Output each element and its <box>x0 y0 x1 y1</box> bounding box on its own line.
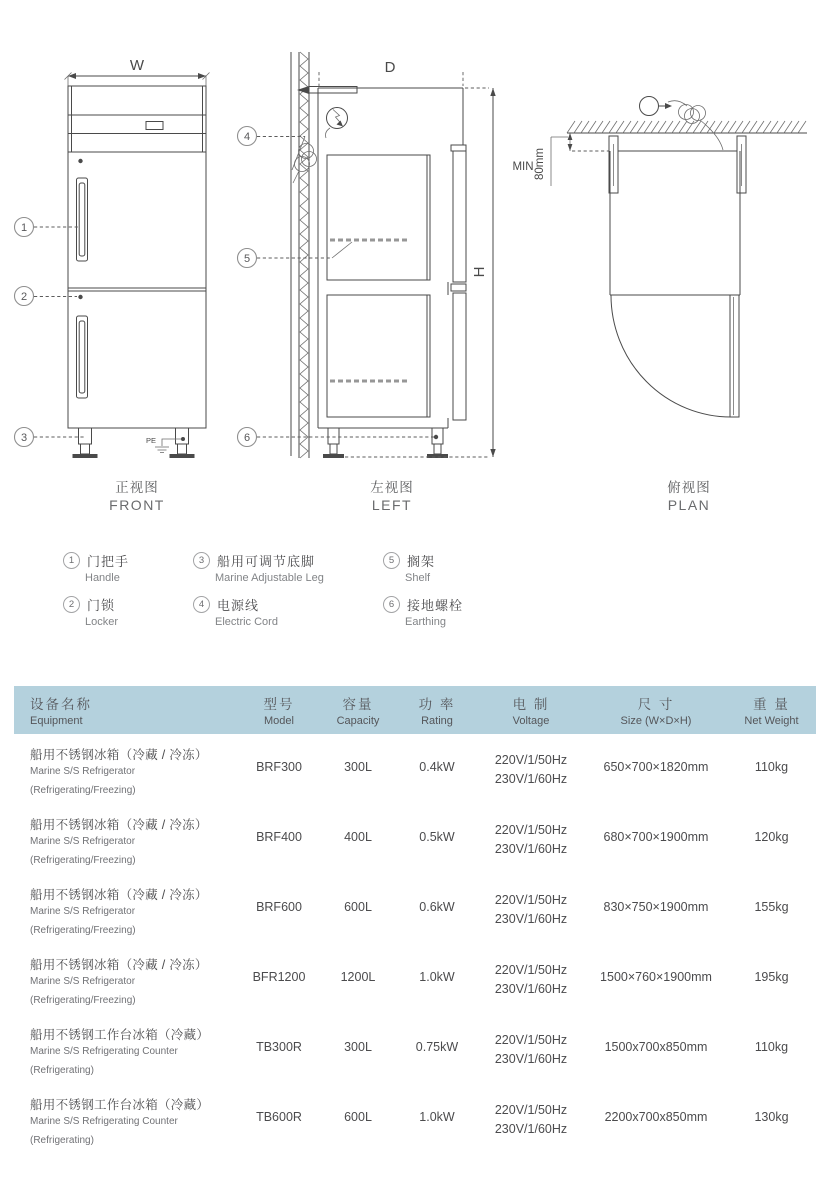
equipment-name-en: Marine S/S Refrigerator <box>30 836 136 847</box>
weight-cell: 120kg <box>754 830 789 844</box>
voltage-cell <box>477 878 585 929</box>
door-swing <box>611 295 739 417</box>
legend-item-handle <box>63 551 129 584</box>
model-cell: BRF600 <box>256 900 302 914</box>
capacity-cell: 400L <box>344 830 372 844</box>
door-swing-arc <box>611 295 731 417</box>
legend-number-3: 3 <box>193 552 210 569</box>
size-cell: 1500×760×1900mm <box>600 970 712 984</box>
header-model <box>239 693 319 727</box>
legend-cn-shelf: 搁架 <box>407 554 436 569</box>
header-capacity <box>319 693 397 727</box>
open-door <box>730 295 739 417</box>
legend-en-electric-cord: Electric Cord <box>215 616 278 628</box>
capacity-cell: 1200L <box>340 970 376 984</box>
depth-dimension <box>319 59 463 87</box>
legend-column-1 <box>63 551 129 639</box>
voltage-line-1: 220V/1/50Hz <box>494 963 568 977</box>
header-voltage <box>477 693 585 727</box>
header-model-en: Model <box>264 715 294 727</box>
callout-3-marker <box>15 428 85 447</box>
voltage-cell <box>477 808 585 859</box>
weight-cell: 110kg <box>754 760 789 774</box>
table-row-brf300 <box>14 738 816 808</box>
equipment-name-sub: (Refrigerating/Freezing) <box>30 925 136 936</box>
callout-1-marker <box>15 218 80 237</box>
depth-dim-label: D <box>384 59 396 76</box>
legend-column-2 <box>193 551 324 639</box>
plan-plug-icon <box>640 97 688 116</box>
weight-cell: 155kg <box>754 900 789 914</box>
equipment-name-en: Marine S/S Refrigerator <box>30 906 136 917</box>
voltage-cell <box>477 738 585 789</box>
voltage-line-1: 220V/1/50Hz <box>494 1103 568 1117</box>
legend-item-locker <box>63 595 129 628</box>
equipment-name-cn: 船用不锈钢冰箱（冷藏 / 冷冻） <box>30 958 208 972</box>
equipment-name-cn: 船用不锈钢冰箱（冷藏 / 冷冻） <box>30 818 208 832</box>
plan-view-title-cn: 俯视图 <box>667 480 711 495</box>
callout-4-marker <box>238 127 306 171</box>
control-panel-display <box>146 122 163 130</box>
power-cord-coil <box>293 144 317 184</box>
table-row-tb300r <box>14 1018 816 1088</box>
equipment-name-cn: 船用不锈钢冰箱（冷藏 / 冷冻） <box>30 888 208 902</box>
voltage-cell <box>477 948 585 999</box>
left-view-drawing <box>238 52 496 513</box>
voltage-cell <box>477 1018 585 1069</box>
model-cell: BFR1200 <box>252 970 306 984</box>
header-capacity-en: Capacity <box>336 715 380 727</box>
legend-cn-electric-cord: 电源线 <box>217 598 260 613</box>
table-row-brf400 <box>14 808 816 878</box>
header-size <box>585 693 727 727</box>
legend-number-6: 6 <box>383 596 400 613</box>
size-cell: 680×700×1900mm <box>603 830 709 844</box>
voltage-line-1: 220V/1/50Hz <box>494 1033 568 1047</box>
equipment-name-en: Marine S/S Refrigerating Counter <box>30 1046 178 1057</box>
header-weight-cn: 重 量 <box>753 697 790 712</box>
equipment-name-sub: (Refrigerating/Freezing) <box>30 785 136 796</box>
callout-3-number: 3 <box>20 432 28 444</box>
weight-cell: 110kg <box>754 1040 789 1054</box>
front-legs <box>73 428 195 458</box>
legend-item-electric-cord <box>193 595 324 628</box>
upper-door-handle <box>77 178 88 261</box>
voltage-line-1: 220V/1/50Hz <box>494 823 568 837</box>
wall-bracket <box>297 86 357 94</box>
equipment-name-en: Marine S/S Refrigerator <box>30 766 136 777</box>
rating-cell: 1.0kW <box>419 1110 455 1124</box>
pe-label: PE <box>145 436 156 445</box>
header-rating-en: Rating <box>421 715 453 727</box>
legend-en-shelf: Shelf <box>405 572 431 584</box>
capacity-cell: 600L <box>344 900 372 914</box>
front-cabinet <box>68 86 206 458</box>
legend-en-locker: Locker <box>85 616 119 628</box>
equipment-cell <box>14 878 239 936</box>
header-weight-en: Net Weight <box>744 715 799 727</box>
legend-item-shelf <box>383 551 463 584</box>
voltage-line-1: 220V/1/50Hz <box>494 753 568 767</box>
capacity-cell: 300L <box>344 760 372 774</box>
equipment-name-cn: 船用不锈钢工作台冰箱（冷藏） <box>30 1098 210 1112</box>
callout-6-number: 6 <box>243 432 251 444</box>
equipment-cell <box>14 948 239 1006</box>
voltage-line-2: 230V/1/60Hz <box>494 1121 568 1136</box>
front-view-title-cn: 正视图 <box>115 480 159 495</box>
legend-number-5: 5 <box>383 552 400 569</box>
rating-cell: 0.6kW <box>419 900 455 914</box>
size-cell: 650×700×1820mm <box>603 760 709 774</box>
header-rating-cn: 功 率 <box>418 697 456 712</box>
left-view-title-en: LEFT <box>371 497 413 513</box>
size-cell: 2200x700x850mm <box>604 1110 708 1124</box>
table-header <box>14 686 816 734</box>
plan-cabinet <box>609 136 746 295</box>
upper-door-side <box>453 151 466 282</box>
model-cell: TB600R <box>256 1110 302 1124</box>
rating-cell: 0.4kW <box>419 760 455 774</box>
wall-hatch <box>291 52 309 458</box>
legend-cn-locker: 门锁 <box>87 598 116 613</box>
rating-cell: 1.0kW <box>419 970 455 984</box>
header-rating <box>397 693 477 727</box>
equipment-name-sub: (Refrigerating) <box>30 1065 94 1076</box>
weight-cell: 130kg <box>754 1110 789 1124</box>
callout-1-number: 1 <box>20 222 28 234</box>
header-voltage-en: Voltage <box>512 715 550 727</box>
callout-4-number: 4 <box>243 131 251 143</box>
equipment-name-cn: 船用不锈钢冰箱（冷藏 / 冷冻） <box>30 748 208 762</box>
upper-door-lock <box>78 159 82 163</box>
left-view-title-cn: 左视图 <box>370 480 414 495</box>
equipment-name-sub: (Refrigerating/Freezing) <box>30 855 136 866</box>
header-size-cn: 尺 寸 <box>637 697 675 712</box>
legend-en-handle: Handle <box>85 572 120 584</box>
side-legs <box>323 428 448 458</box>
min-label: MIN <box>512 161 534 173</box>
table-body <box>14 738 816 1158</box>
min-gap-dimension <box>512 133 609 186</box>
legend-item-earthing <box>383 595 463 628</box>
lower-door-side <box>453 293 466 420</box>
lower-door-handle <box>77 316 88 398</box>
weight-cell: 195kg <box>754 970 789 984</box>
callout-5-number: 5 <box>243 253 251 265</box>
voltage-line-2: 230V/1/60Hz <box>494 771 568 786</box>
legend-cn-adjustable-leg: 船用可调节底脚 <box>217 554 316 569</box>
voltage-cell <box>477 1088 585 1139</box>
callout-2-number: 2 <box>20 291 28 303</box>
legend-column-3 <box>383 551 463 639</box>
voltage-line-2: 230V/1/60Hz <box>494 981 568 996</box>
header-capacity-cn: 容量 <box>342 697 374 712</box>
model-cell: BRF300 <box>256 760 302 774</box>
equipment-name-cn: 船用不锈钢工作台冰箱（冷藏） <box>30 1028 210 1042</box>
voltage-line-2: 230V/1/60Hz <box>494 911 568 926</box>
spec-table <box>14 686 816 1158</box>
header-equipment-cn: 设备名称 <box>30 697 92 712</box>
header-model-cn: 型号 <box>263 697 295 712</box>
size-cell: 1500x700x850mm <box>604 1040 708 1054</box>
electric-symbol-icon <box>326 108 348 139</box>
table-row-bfr1200 <box>14 948 816 1018</box>
min-value-label: 80mm <box>534 148 546 180</box>
rating-cell: 0.75kW <box>415 1040 459 1054</box>
callout-5-marker <box>238 242 353 268</box>
equipment-name-sub: (Refrigerating/Freezing) <box>30 995 136 1006</box>
plan-wall-hatch <box>567 121 807 133</box>
header-voltage-cn: 电 制 <box>512 697 550 712</box>
header-size-en: Size (W×D×H) <box>620 715 692 727</box>
legend-number-1: 1 <box>63 552 80 569</box>
legend-cn-earthing: 接地螺栓 <box>407 598 464 613</box>
plan-view-drawing <box>512 97 807 514</box>
legend-en-earthing: Earthing <box>405 616 446 628</box>
plan-cord-coil <box>679 105 724 151</box>
height-dimension <box>345 88 496 457</box>
plan-view-title-en: PLAN <box>667 497 711 513</box>
legend-item-adjustable-leg <box>193 551 324 584</box>
table-row-brf600 <box>14 878 816 948</box>
legend-cn-handle: 门把手 <box>87 554 130 569</box>
header-weight <box>727 693 816 727</box>
voltage-line-2: 230V/1/60Hz <box>494 1051 568 1066</box>
equipment-cell <box>14 1088 239 1146</box>
table-row-tb600r <box>14 1088 816 1158</box>
size-cell: 830×750×1900mm <box>603 900 709 914</box>
front-view-title-en: FRONT <box>109 497 165 513</box>
capacity-cell: 600L <box>344 1110 372 1124</box>
equipment-name-en: Marine S/S Refrigerating Counter <box>30 1116 178 1127</box>
header-equipment <box>14 693 239 727</box>
legend-number-4: 4 <box>193 596 210 613</box>
equipment-name-en: Marine S/S Refrigerator <box>30 976 136 987</box>
model-cell: TB300R <box>256 1040 302 1054</box>
equipment-cell <box>14 808 239 866</box>
voltage-line-2: 230V/1/60Hz <box>494 841 568 856</box>
technical-drawings <box>0 0 830 530</box>
front-view-drawing <box>15 57 210 513</box>
height-dim-label: H <box>471 266 488 278</box>
lower-door-lock <box>78 295 82 299</box>
rating-cell: 0.5kW <box>419 830 455 844</box>
equipment-cell <box>14 738 239 796</box>
legend-en-adjustable-leg: Marine Adjustable Leg <box>215 572 324 584</box>
equipment-cell <box>14 1018 239 1076</box>
legend-number-2: 2 <box>63 596 80 613</box>
model-cell: BRF400 <box>256 830 302 844</box>
legend <box>0 551 830 651</box>
width-dimension <box>65 57 210 87</box>
voltage-line-1: 220V/1/50Hz <box>494 893 568 907</box>
capacity-cell: 300L <box>344 1040 372 1054</box>
width-dim-label: W <box>129 57 145 74</box>
header-equipment-en: Equipment <box>30 715 83 727</box>
side-cabinet <box>318 88 466 458</box>
equipment-name-sub: (Refrigerating) <box>30 1135 94 1146</box>
